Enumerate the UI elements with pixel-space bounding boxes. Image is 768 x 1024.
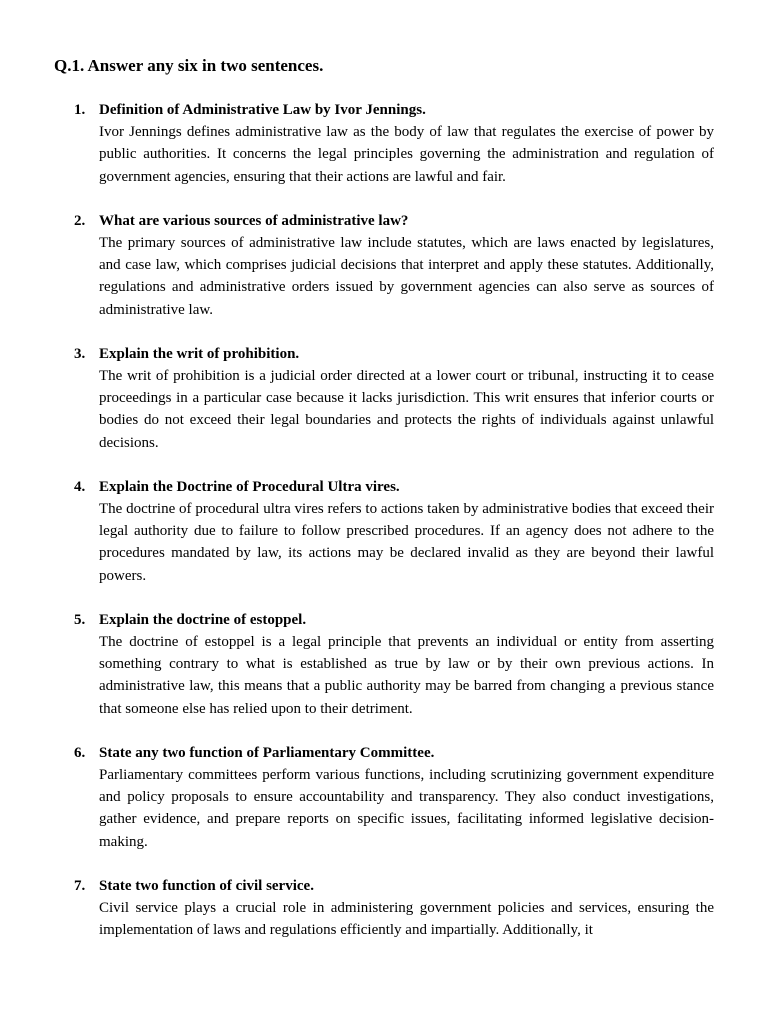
section-heading: Q.1. Answer any six in two sentences.: [54, 56, 324, 75]
question-title: State two function of civil service.: [99, 877, 314, 894]
question-answer: Ivor Jennings defines administrative law as the body of law that regulates the exercise of power by public authorities. It concerns the legal principles governing the administration and regulation of government agencies, ensuring that their actions are lawful and fair.: [99, 124, 714, 185]
question-answer: Parliamentary committees perform various functions, including scrutinizing government expenditure and policy proposals to ensure accountability and transparency. They also conduct investigations, gather evidence, and prepare reports on specific issues, facilitating informed legislative decision-making.: [99, 767, 714, 850]
question-item: [0, 875, 768, 942]
question-number: 5.: [74, 611, 86, 628]
question-item: [0, 476, 768, 587]
question-title: Explain the Doctrine of Procedural Ultra vires.: [99, 478, 400, 495]
question-answer: The doctrine of estoppel is a legal principle that prevents an individual or entity from asserting something contrary to what is established as true by law or by their own previous actions. In administrative law, this means that a public authority may be barred from changing a previous stance that someone else has relied upon to their detriment.: [99, 634, 714, 717]
question-item: [0, 609, 768, 720]
question-answer: The writ of prohibition is a judicial order directed at a lower court or tribunal, instructing it to cease proceedings in a particular case because it lacks jurisdiction. This writ ensures that inferior courts or bodies do not exceed their legal boundaries and protects the rights of individuals against unlawful decisions.: [99, 368, 714, 451]
question-title: Explain the writ of prohibition.: [99, 345, 300, 362]
question-number: 1.: [74, 102, 86, 118]
question-title: Definition of Administrative Law by Ivor Jennings.: [99, 102, 426, 118]
question-item: [0, 99, 768, 188]
question-number: 3.: [74, 345, 86, 362]
question-number: 7.: [74, 877, 86, 894]
question-number: 4.: [74, 478, 86, 495]
question-number: 6.: [74, 744, 86, 761]
question-item: [0, 210, 768, 321]
question-title: State any two function of Parliamentary Committee.: [99, 744, 435, 761]
question-answer: The primary sources of administrative law include statutes, which are laws enacted by legislatures, and case law, which comprises judicial decisions that interpret and apply these statutes. Additionally, regulations and administrative orders issued by government agencies can also serve as sources of administrative law.: [99, 235, 714, 318]
question-list: [0, 99, 768, 964]
question-number: 2.: [74, 212, 86, 229]
question-answer: The doctrine of procedural ultra vires refers to actions taken by administrative bodies that exceed their legal authority due to failure to follow prescribed procedures. If an agency does not adhere to the procedures mandated by law, its actions may be declared invalid as they are beyond their lawful powers.: [99, 501, 714, 584]
question-item: [0, 742, 768, 853]
question-title: What are various sources of administrative law?: [99, 212, 409, 229]
question-title: Explain the doctrine of estoppel.: [99, 611, 307, 628]
question-item: [0, 343, 768, 454]
question-answer: Civil service plays a crucial role in administering government policies and services, ensuring the implementation of laws and regulations efficiently and impartially. Additionally, it: [99, 900, 714, 939]
